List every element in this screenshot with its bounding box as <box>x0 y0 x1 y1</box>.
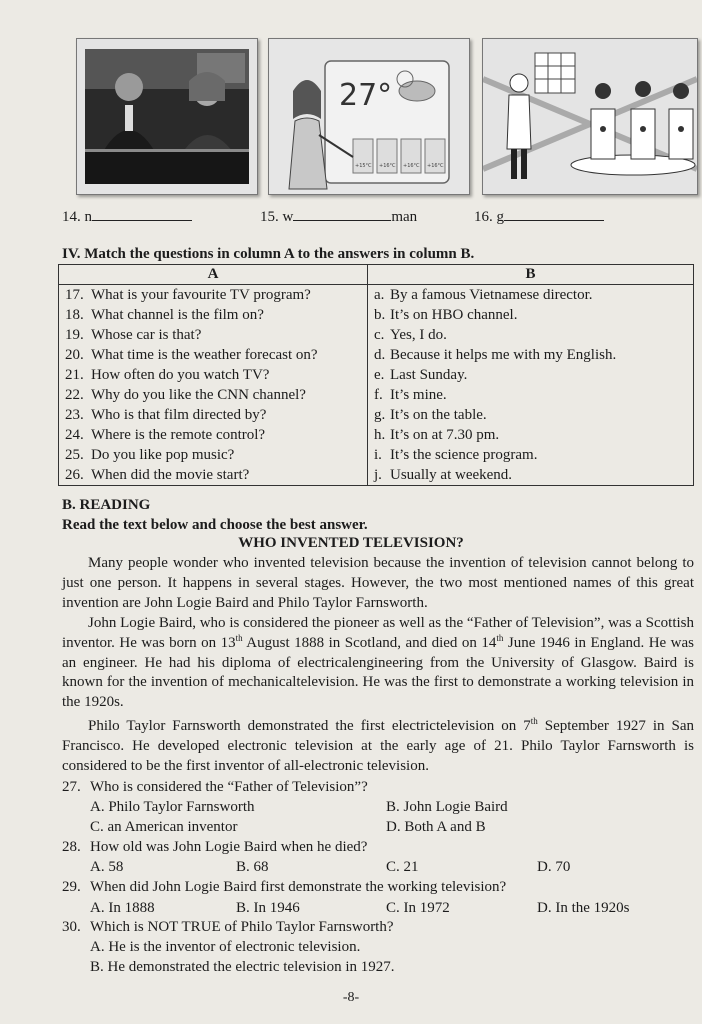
news-anchors-illustration <box>77 39 257 194</box>
option-27b[interactable]: B. John Logie Baird <box>386 799 508 815</box>
weather-presenter-illustration <box>269 39 469 194</box>
answer-text: By a famous Vietnamese director. <box>390 287 593 303</box>
answer-cell <box>368 325 694 345</box>
question-number: 17. <box>65 287 84 303</box>
question-29-number: 29. <box>62 879 81 895</box>
answer-letter: i. <box>374 447 382 463</box>
small-temp-3: +16°C <box>403 163 420 169</box>
match-row <box>59 305 694 325</box>
ordinal-suffix: th <box>530 716 538 726</box>
option-28a[interactable]: A. 58 <box>90 859 124 875</box>
weather-forecast-picture <box>268 38 470 195</box>
news-anchors-picture <box>76 38 258 195</box>
column-b-header: B <box>368 265 694 285</box>
paragraph-2-text-c: June 1946 in England. He was an engineer. He had his diploma of electricalengineering from the University of Glasgow. Baird is known for the invention of mechanicaltelevision. He was the first to demonstrate a working television in the 1920s. <box>62 634 695 711</box>
question-text: Whose car is that? <box>91 327 202 343</box>
answer-text: It’s on the table. <box>390 407 487 423</box>
question-cell <box>59 285 368 306</box>
game-show-picture <box>482 38 698 195</box>
ordinal-suffix: th <box>235 632 243 643</box>
ordinal-suffix: th <box>496 632 504 643</box>
page-number: -8- <box>342 990 360 1005</box>
column-a-header: A <box>59 265 368 285</box>
question-number: 18. <box>65 307 84 323</box>
small-temp-4: +16°C <box>427 163 444 169</box>
question-text: Who is that film directed by? <box>91 407 267 423</box>
small-temp-2: +16°C <box>379 163 396 169</box>
question-cell <box>59 425 368 445</box>
question-number: 21. <box>65 367 84 383</box>
paragraph-3-text-a: Philo Taylor Farnsworth demonstrated the first electrictelevision on 7 <box>88 718 531 734</box>
paragraph-2-text-b: August 1888 in Scotland, and died on 14 <box>242 634 497 651</box>
question-text: What time is the weather forecast on? <box>91 347 318 363</box>
question-cell <box>59 325 368 345</box>
question-29-text: When did John Logie Baird first demonstrate the working television? <box>90 879 507 895</box>
question-28-number: 28. <box>62 839 81 855</box>
question-cell <box>59 305 368 325</box>
paragraph-1 <box>62 554 694 613</box>
question-cell <box>59 345 368 365</box>
option-30a[interactable]: A. He is the inventor of electronic television. <box>90 939 361 955</box>
answer-letter: b. <box>374 307 386 323</box>
fill-in-16-blank[interactable] <box>504 206 604 221</box>
match-row <box>59 365 694 385</box>
answer-letter: g. <box>374 407 386 423</box>
option-28b[interactable]: B. 68 <box>236 859 269 875</box>
reading-instruction: Read the text below and choose the best answer. <box>62 517 368 533</box>
question-30-number: 30. <box>62 919 81 935</box>
paragraph-3 <box>62 717 694 776</box>
reading-heading: B. READING <box>62 497 151 513</box>
question-text: What channel is the film on? <box>91 307 264 323</box>
fill-in-14 <box>62 206 192 226</box>
answer-text: It’s on at 7.30 pm. <box>390 427 500 443</box>
question-30 <box>62 917 694 937</box>
question-29 <box>62 877 694 897</box>
answer-text: Because it helps me with my English. <box>390 347 617 363</box>
section-iv-title: IV. Match the questions in column A to the answers in column B. <box>62 246 475 262</box>
match-row <box>59 285 694 306</box>
match-row <box>59 405 694 425</box>
fill-in-14-blank[interactable] <box>92 206 192 221</box>
question-number: 22. <box>65 387 84 403</box>
small-temp-1: +15°C <box>355 163 372 169</box>
option-29c[interactable]: C. In 1972 <box>386 900 450 916</box>
answer-text: Usually at weekend. <box>390 467 513 483</box>
option-29b[interactable]: B. In 1946 <box>236 900 300 916</box>
answer-letter: d. <box>374 347 386 363</box>
answer-letter: h. <box>374 427 386 443</box>
answer-cell <box>368 285 694 306</box>
match-row <box>59 445 694 465</box>
fill-in-15-blank[interactable] <box>293 206 391 221</box>
option-27c[interactable]: C. an American inventor <box>90 819 238 835</box>
answer-text: It’s on HBO channel. <box>390 307 518 323</box>
option-28d[interactable]: D. 70 <box>537 859 571 875</box>
question-27-text: Who is considered the “Father of Television”? <box>90 779 368 795</box>
match-row <box>59 465 694 486</box>
question-cell <box>59 385 368 405</box>
answer-text: Last Sunday. <box>390 367 468 383</box>
answer-cell <box>368 345 694 365</box>
fill-in-14-label: 14. n <box>62 209 92 225</box>
answer-letter: e. <box>374 367 385 383</box>
question-number: 23. <box>65 407 84 423</box>
question-27 <box>62 777 694 797</box>
question-cell <box>59 405 368 425</box>
question-cell <box>59 365 368 385</box>
paragraph-1-text: Many people wonder who invented television because the invention of television cannot belong to just one person. It happens in several stages. However, the two most mentioned names of this great invention are John Logie Baird and Philo Taylor Farnsworth. <box>62 555 694 611</box>
temperature-text: 27° <box>339 78 393 113</box>
answer-cell <box>368 365 694 385</box>
game-show-illustration <box>483 39 697 194</box>
question-number: 25. <box>65 447 84 463</box>
answer-text: It’s mine. <box>390 387 447 403</box>
paragraph-2 <box>62 614 694 713</box>
fill-in-15-suffix: man <box>391 209 418 225</box>
option-29d[interactable]: D. In the 1920s <box>537 900 630 916</box>
answer-cell <box>368 465 694 486</box>
match-row <box>59 345 694 365</box>
answer-letter: j. <box>374 467 382 483</box>
option-27a[interactable]: A. Philo Taylor Farnsworth <box>90 799 255 815</box>
picture-row <box>72 38 702 198</box>
question-text: How often do you watch TV? <box>91 367 270 383</box>
paragraph-3-text-b: September 1927 in San Francisco. He developed electronic television at the early age of 21. Philo Taylor Farnsworth is considered to be the first inventor of all-electronic television. <box>62 718 694 774</box>
reading-title: WHO INVENTED TELEVISION? <box>238 535 464 551</box>
question-number: 20. <box>65 347 84 363</box>
question-cell <box>59 445 368 465</box>
reading-header <box>62 495 368 535</box>
answer-text: It’s the science program. <box>390 447 538 463</box>
fill-in-15 <box>260 206 417 226</box>
question-28-text: How old was John Logie Baird when he died? <box>90 839 368 855</box>
answer-letter: f. <box>374 387 383 403</box>
question-cell <box>59 465 368 486</box>
match-row <box>59 385 694 405</box>
answer-cell <box>368 405 694 425</box>
answer-letter: a. <box>374 287 385 303</box>
question-text: When did the movie start? <box>91 467 250 483</box>
fill-in-15-label: 15. w <box>260 209 294 225</box>
answer-cell <box>368 445 694 465</box>
question-30-text: Which is NOT TRUE of Philo Taylor Farnsworth? <box>90 919 394 935</box>
option-28c[interactable]: C. 21 <box>386 859 419 875</box>
question-text: Why do you like the CNN channel? <box>91 387 306 403</box>
question-number: 24. <box>65 427 84 443</box>
question-text: What is your favourite TV program? <box>91 287 311 303</box>
option-30b[interactable]: B. He demonstrated the electric television in 1927. <box>90 959 395 975</box>
paragraph-2-text-a: John Logie Baird, who is considered the pioneer as well as the “Father of Television”, was a Scottish inventor. He was born on 13 <box>62 615 694 651</box>
fill-in-16-label: 16. g <box>474 209 504 225</box>
question-27-number: 27. <box>62 779 81 795</box>
option-27d[interactable]: D. Both A and B <box>386 819 486 835</box>
answer-letter: c. <box>374 327 385 343</box>
answer-cell <box>368 425 694 445</box>
match-table <box>58 264 694 486</box>
question-number: 19. <box>65 327 84 343</box>
question-text: Where is the remote control? <box>91 427 266 443</box>
question-28 <box>62 837 694 857</box>
answer-cell <box>368 305 694 325</box>
answer-text: Yes, I do. <box>390 327 447 343</box>
question-number: 26. <box>65 467 84 483</box>
answer-cell <box>368 385 694 405</box>
option-29a[interactable]: A. In 1888 <box>90 900 155 916</box>
question-text: Do you like pop music? <box>91 447 235 463</box>
match-row <box>59 325 694 345</box>
fill-in-16 <box>474 206 604 226</box>
match-row <box>59 425 694 445</box>
